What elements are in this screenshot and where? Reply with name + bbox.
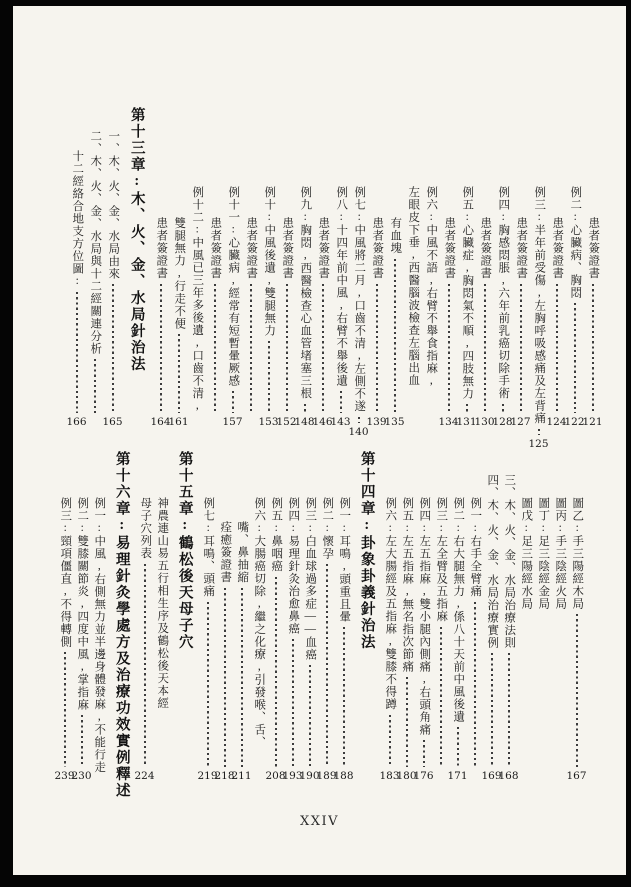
entry-text: 雙腿無力,行走不便 (173, 217, 186, 330)
entry-text: 圖丙:手三陰經火局 (554, 497, 567, 610)
dotted-leader (576, 614, 578, 767)
toc-entry-column (474, 100, 495, 430)
page-number: 135 (384, 416, 405, 428)
page-number: 140 (348, 425, 369, 438)
chapter-heading-column (173, 451, 196, 784)
entry-text: 患者簽證書 (209, 217, 222, 280)
toc-entry-column (265, 451, 286, 784)
entry-text: 例十:中風後遺,雙腿無力 (263, 186, 276, 337)
page-number: 122 (564, 416, 585, 428)
toc-entry-column (467, 451, 482, 784)
toc-entry-column (299, 451, 320, 784)
entry-text: 患者簽證書 (317, 217, 330, 280)
dotted-leader (448, 284, 450, 414)
dotted-leader (250, 284, 252, 414)
entry-text: 例六:左大腸經及五指麻,雙膝不得蹲 (384, 497, 397, 711)
entry-text: 例一:中風,右側無力並半邊身體發麻,不能行走 (93, 497, 106, 774)
dotted-leader (406, 677, 408, 767)
dotted-leader (556, 284, 558, 414)
toc-entry-column (316, 451, 337, 784)
toc-entry-column (396, 451, 417, 784)
dotted-leader (538, 429, 540, 435)
entry-text: 母子穴列表 (139, 497, 152, 560)
toc-entry-column (456, 100, 477, 430)
entry-text: 例六:中風不語,右臂不舉食指麻, (425, 186, 438, 388)
toc-entry-column (564, 100, 585, 430)
toc-entry-column (189, 100, 204, 430)
entry-text: 患者簽證書 (515, 217, 528, 280)
dotted-leader (484, 284, 486, 414)
entry-text: 例七:中風將二月,口齒不清,左側不遂 (353, 186, 366, 413)
chapter-heading-column (355, 451, 378, 784)
page-number: 239 (54, 770, 75, 782)
dotted-leader (232, 391, 234, 413)
entry-text: 例三:半年前受傷,左胸呼吸感痛及左背痛 (533, 186, 546, 425)
chapter-title: 第十三章:木、火、金、水局針治法 (128, 107, 145, 373)
toc-entry-column (276, 100, 297, 430)
entry-text: 例九:胸悶,西醫檢查心血管堵塞三根 (299, 186, 312, 400)
dotted-leader (457, 727, 459, 767)
page-number: 153 (258, 416, 279, 428)
page-number: 208 (265, 770, 286, 782)
entry-text: 患者簽證書 (443, 217, 456, 280)
toc-entry-column (438, 100, 459, 430)
page-number: 143 (330, 416, 351, 428)
toc-bottom-section (13, 451, 626, 799)
entry-text: 痊癒簽證書 (219, 521, 232, 584)
dotted-leader (64, 652, 66, 767)
toc-entry-column (405, 100, 420, 430)
dotted-leader (81, 715, 83, 767)
entry-text: 患者簽證書 (551, 217, 564, 280)
page-number: 128 (492, 416, 513, 428)
entry-text: 患者簽證書 (155, 217, 168, 280)
chapter-heading-column (110, 451, 133, 799)
toc-entry-column (518, 451, 533, 784)
dotted-leader (224, 588, 226, 768)
dotted-leader (394, 259, 396, 414)
entry-text: 例二:心臟病、胸悶 (569, 186, 582, 299)
dotted-leader (275, 577, 277, 768)
toc-entry-column (348, 100, 369, 438)
page-number: 124 (546, 416, 567, 428)
toc-entry-column (258, 100, 279, 430)
dotted-leader (207, 602, 209, 768)
page-number: 171 (447, 770, 468, 782)
entry-text: 一、木、火、金、水局由來 (107, 130, 120, 280)
toc-entry-column (154, 451, 169, 784)
dotted-leader (491, 653, 493, 767)
entry-text: 例十一:心臟病,經常有短暫暈厥感 (227, 186, 240, 387)
page-number: 167 (566, 770, 587, 782)
dotted-leader (112, 284, 114, 413)
dotted-leader (309, 665, 311, 767)
entry-text: 例七:耳鳴、頭痛 (202, 497, 215, 598)
page-number: 218 (214, 770, 235, 782)
page-number: 176 (413, 770, 434, 782)
page-number: 166 (66, 416, 87, 428)
entry-text: 例三:左全臂及五指麻 (435, 497, 448, 623)
toc-entry-column (528, 100, 549, 450)
entry-text: 例二:懷孕 (321, 497, 334, 560)
page-number: 224 (134, 770, 155, 782)
page-number: 190 (299, 770, 320, 782)
page-number: 121 (582, 416, 603, 428)
toc-entry-column (251, 451, 266, 784)
dotted-leader (502, 404, 504, 414)
entry-text: 例十二:中風已三年多後遺,口齒不清, (191, 186, 204, 413)
entry-text: 有血塊 (389, 217, 402, 255)
dotted-leader (144, 564, 146, 768)
dotted-leader (326, 564, 328, 767)
toc-entry-column (413, 451, 434, 784)
entry-text: 例二:右大腿無力,係八十天前中風後遺 (452, 497, 465, 723)
page-number: 130 (474, 416, 495, 428)
dotted-leader (440, 627, 442, 768)
dotted-leader (343, 627, 345, 767)
entry-text: 例四:左五指麻,雙小腿內側痛,右頭角痛 (418, 497, 431, 736)
page-number: 169 (481, 770, 502, 782)
dotted-leader (389, 715, 391, 768)
toc-entry-column (54, 451, 75, 784)
toc-entry-column (492, 100, 513, 430)
toc-entry-column (231, 451, 252, 784)
toc-entry-column (214, 451, 235, 784)
page-number: 219 (197, 770, 218, 782)
entry-text: 三、木、火、金、水局治療法則 (503, 474, 516, 649)
entry-text: 患者簽證書 (245, 217, 258, 280)
chapter-heading-column (125, 100, 148, 430)
toc-entry-column (66, 100, 87, 430)
dotted-leader (466, 404, 468, 413)
page-number: 230 (71, 770, 92, 782)
dotted-leader (474, 602, 476, 768)
toc-entry-column (312, 100, 333, 430)
entry-text: 嘴、鼻抽縮 (236, 521, 249, 584)
dotted-leader (160, 284, 162, 414)
toc-entry-column (582, 100, 603, 430)
dotted-leader (292, 639, 294, 767)
dotted-leader (340, 391, 342, 413)
folio-page-number: XXIV (299, 814, 340, 829)
toc-entry-column (333, 451, 354, 784)
toc-entry-column (510, 100, 531, 430)
entry-text: 神農連山易五行相生序及鶴松後天本經 (156, 497, 169, 710)
toc-entry-column (168, 100, 189, 430)
page-number: 127 (510, 416, 531, 428)
dotted-leader (574, 303, 576, 413)
page-number: 148 (294, 416, 315, 428)
entry-text: 例六:大腸癌切除,繼之化療,引發喉、舌、 (253, 497, 266, 749)
toc-entry-column (447, 451, 468, 784)
entry-text: 例三:頸項僵直,不得轉側 (59, 497, 72, 648)
entry-text: 圖戊:足三陽經水局 (520, 497, 533, 610)
dotted-leader (178, 334, 180, 413)
entry-text: 十二經絡合地支方位圖: (71, 150, 84, 288)
toc-entry-column (207, 100, 222, 430)
toc-entry-column (481, 451, 502, 784)
entry-text: 左眼皮下垂,西醫腦波檢查左腦出血 (407, 186, 420, 387)
chapter-title: 第十五章:鶴松後天母子穴 (176, 451, 193, 651)
entry-text: 例五:心臟症,胸悶氣不順,四肢無力 (461, 186, 474, 400)
page-number: 134 (438, 416, 459, 428)
dotted-leader (304, 404, 306, 414)
toc-entry-column (71, 451, 92, 784)
toc-entry-column (222, 100, 243, 430)
entry-text: 患者簽證書 (371, 217, 384, 280)
toc-entry-column (535, 451, 550, 784)
dotted-leader (268, 341, 270, 413)
entry-text: 患者簽證書 (281, 217, 294, 280)
toc-entry-column (546, 100, 567, 430)
toc-entry-column (566, 451, 587, 784)
toc-entry-column (423, 100, 438, 430)
page-number: 131 (456, 416, 477, 428)
entry-text: 例四:胸感悶脹,六年前乳癌切除手術 (497, 186, 510, 400)
page-number: 146 (312, 416, 333, 428)
dotted-leader (76, 292, 78, 413)
dotted-leader (241, 588, 243, 768)
entry-text: 例三:白血球過多症——血癌 (304, 497, 317, 661)
toc-entry-column (87, 100, 102, 430)
page-number: 157 (222, 416, 243, 428)
page-number: 188 (333, 770, 354, 782)
page-number: 125 (528, 437, 549, 450)
toc-entry-column (150, 100, 171, 430)
dotted-leader (286, 284, 288, 414)
dotted-leader (592, 284, 594, 414)
page-number: 183 (379, 770, 400, 782)
dotted-leader (376, 284, 378, 414)
page-number: 161 (168, 416, 189, 428)
toc-entry-column (379, 451, 400, 784)
dotted-leader (508, 653, 510, 767)
page-number: 193 (282, 770, 303, 782)
page-number: 139 (366, 416, 387, 428)
page-number: 165 (102, 416, 123, 428)
toc-entry-column (498, 451, 519, 784)
toc-entry-column (282, 451, 303, 784)
entry-text: 例二:雙膝關節炎,四度中風,掌指麻 (76, 497, 89, 711)
dotted-leader (520, 284, 522, 414)
dotted-leader (214, 284, 216, 414)
toc-entry-column (433, 451, 448, 784)
dotted-leader (423, 740, 425, 767)
toc-entry-column (366, 100, 387, 430)
chapter-title: 第十四章:卦象卦義針治法 (358, 451, 375, 651)
entry-text: 圖丁:足三陰經金局 (537, 497, 550, 610)
entry-text: 例八:十四年前中風,右臂不舉後遺 (335, 186, 348, 387)
page-number: 168 (498, 770, 519, 782)
entry-text: 例四:易理針灸治愈鼻癌 (287, 497, 300, 635)
entry-text: 二、木、火、金、水局與十二經關連分析 (89, 130, 102, 355)
entry-text: 例五:鼻咽癌 (270, 497, 283, 573)
entry-text: 例一:耳鳴,頭重且暈 (338, 497, 351, 623)
page-number: 164 (150, 416, 171, 428)
toc-entry-column (134, 451, 155, 784)
entry-text: 例一:右手全臂痛 (469, 497, 482, 598)
toc-entry-column (91, 451, 106, 784)
dotted-leader (94, 359, 96, 413)
toc-entry-column (243, 100, 258, 430)
page-number: 211 (231, 770, 252, 782)
page-number: 180 (396, 770, 417, 782)
entry-text: 例五:左五指麻,無名指次節痛 (401, 497, 414, 673)
chapter-title: 第十六章:易理針灸學處方及治療功效實例釋述 (113, 451, 130, 799)
toc-entry-column (330, 100, 351, 430)
toc-entry-column (197, 451, 218, 784)
page-number: 152 (276, 416, 297, 428)
entry-text: 患者簽證書 (587, 217, 600, 280)
entry-text: 四、木、火、金、水局治療實例 (486, 474, 499, 649)
toc-entry-column (552, 451, 567, 784)
entry-text: 圖乙:手三陽經木局 (571, 497, 584, 610)
toc-entry-column (294, 100, 315, 430)
dotted-leader (358, 417, 360, 423)
toc-entry-column (102, 100, 123, 430)
toc-top-section (13, 100, 626, 450)
dotted-leader (322, 284, 324, 414)
page-number: 189 (316, 770, 337, 782)
toc-entry-column (384, 100, 405, 430)
entry-text: 患者簽證書 (479, 217, 492, 280)
